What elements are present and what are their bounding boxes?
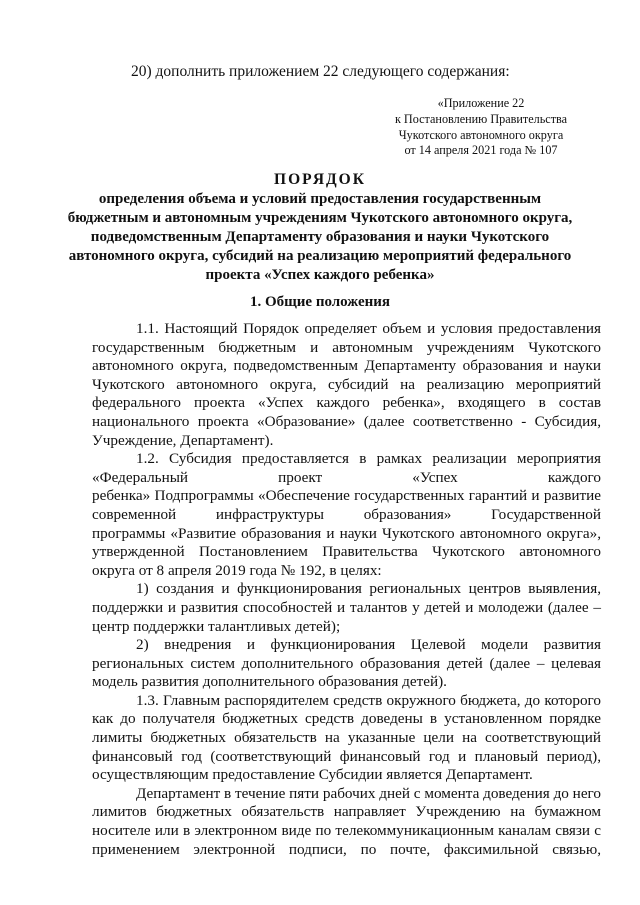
title-line: подведомственным Департаменту образования и науки Чукотского	[90, 229, 550, 245]
text-line: лимиты бюджетных обязательств на указанные цели на соответствующий	[92, 729, 601, 747]
paragraph	[92, 320, 601, 450]
appendix-header	[370, 96, 592, 159]
paragraph	[92, 636, 601, 692]
text-line: 1.2. Субсидия предоставляется в рамках реализации мероприятия	[136, 450, 601, 468]
text-line: государственным бюджетным и автономным учреждениям Чукотского	[92, 338, 601, 356]
text-line: применением электронной подписи, по почте, факсимильной связью,	[92, 840, 601, 858]
text-line: 1.3. Главным распорядителем средств окружного бюджета, до которого	[136, 691, 601, 709]
text-line: «Федеральный проект «Успех каждого	[92, 468, 601, 486]
text-line: современной инфраструктуры образования» Государственной	[92, 505, 601, 523]
appendix-line: «Приложение 22	[437, 96, 525, 110]
title-line: бюджетным и автономным учреждениям Чукотского автономного округа,	[67, 210, 573, 226]
text-line: 2) внедрения и функционирования Целевой модели развития	[136, 636, 601, 654]
text-line: региональных систем дополнительного образования детей (далее – целевая	[92, 654, 601, 672]
appendix-line: к Постановлению Правительства	[394, 111, 568, 126]
text-line: программы «Развитие образования и науки Чукотского автономного округа»,	[92, 524, 601, 542]
title-main: ПОРЯДОК	[274, 171, 366, 188]
text-line: как до получателя бюджетных средств доведены в установленном порядке	[92, 710, 601, 728]
title-line: автономного округа, субсидий на реализацию мероприятий федерального	[68, 248, 572, 264]
text-line: Учреждение, Департамент).	[92, 431, 274, 449]
text-line: финансовый год (соответствующий финансовый год и плановый период),	[92, 747, 601, 765]
text-line: осуществляющим предоставление Субсидии является Департамент.	[92, 766, 533, 784]
text-line: национального проекта «Образование» (далее соответственно - Субсидия,	[92, 412, 601, 430]
appendix-line: от 14 апреля 2021 года № 107	[404, 143, 558, 158]
text-line: центр поддержки талантливых детей);	[92, 617, 341, 635]
text-line: лимитов бюджетных обязательств направляет Учреждению на бумажном	[92, 803, 601, 821]
text-line: 1.1. Настоящий Порядок определяет объем и условия предоставления	[136, 320, 601, 337]
title-line: проекта «Успех каждого ребенка»	[205, 267, 435, 283]
text-line: Чукотского автономного округа, субсидий на реализацию мероприятий	[92, 375, 601, 393]
paragraph	[92, 692, 601, 785]
appendix-line: Чукотского автономного округа	[398, 127, 564, 142]
document-body	[92, 320, 601, 859]
text-line: автономного округа, подведомственным Департаменту образования и науки	[92, 357, 601, 375]
text-line: ребенка» Подпрограммы «Обеспечение государственных гарантий и развитие	[92, 487, 601, 505]
text-line: утвержденной Постановлением Правительства Чукотского автономного	[92, 543, 601, 561]
text-line: носителе или в электронном виде по телекоммуникационным каналам связи с	[92, 822, 601, 840]
text-line: округа от 8 апреля 2019 года № 192, в целях:	[92, 561, 382, 579]
text-line: модель развития дополнительного образования детей).	[92, 673, 447, 691]
amendment-intro: 20) дополнить приложением 22 следующего содержания:	[131, 63, 510, 80]
paragraph	[92, 450, 601, 580]
paragraph	[92, 785, 601, 859]
text-line: Департамент в течение пяти рабочих дней с момента доведения до него	[136, 784, 601, 802]
title-line: определения объема и условий предоставления государственным	[98, 191, 542, 207]
text-line: 1) создания и функционирования региональных центров выявления,	[136, 580, 601, 598]
document-title	[64, 170, 576, 285]
paragraph	[92, 580, 601, 636]
text-line: федерального проекта «Успех каждого ребенка», входящего в состав	[92, 394, 601, 412]
text-line: поддержки и развития способностей и талантов у детей и молодежи (далее –	[92, 598, 601, 616]
section-title: 1. Общие положения	[249, 294, 391, 310]
